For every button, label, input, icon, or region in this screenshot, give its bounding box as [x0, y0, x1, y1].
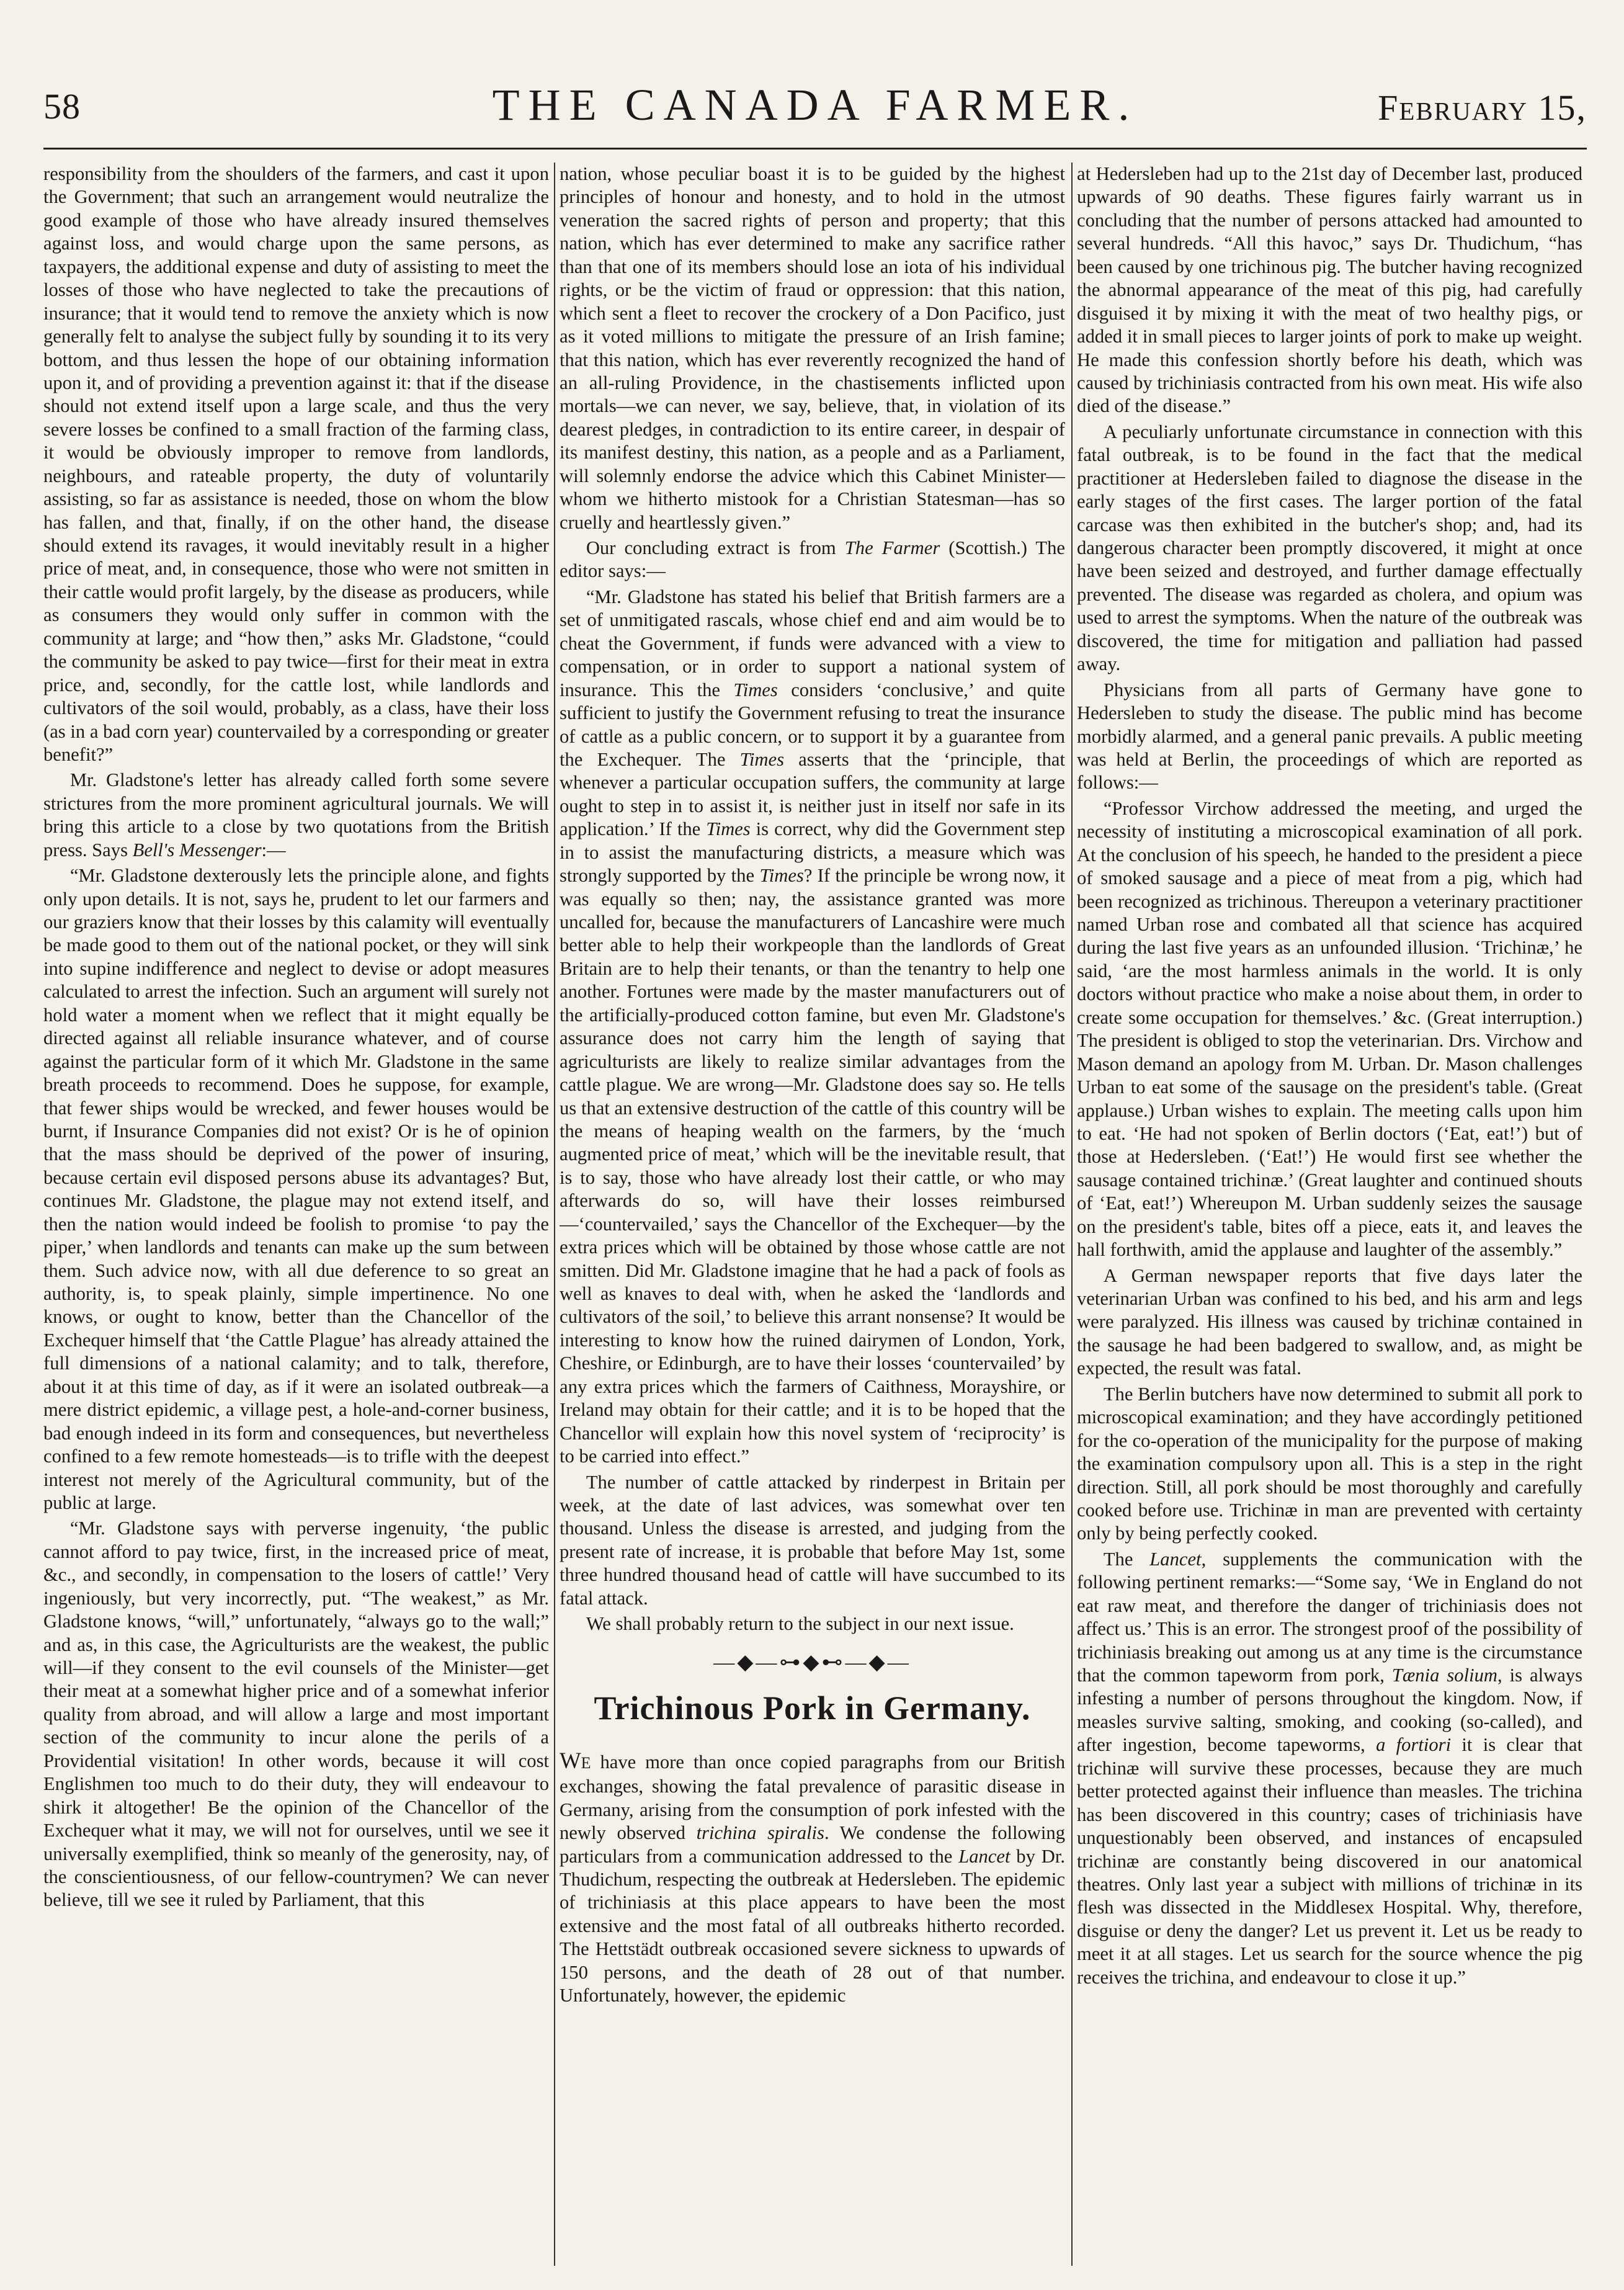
section-ornament: —◆—⊶◆⊷—◆—: [713, 1650, 911, 1674]
source-title: Lancet: [958, 1845, 1011, 1867]
source-title: Times: [739, 748, 784, 770]
quotation-paragraph: nation, whose peculiar boast it is to be guided by the highest principles of honour and honesty, and to hold in the utmost veneration the sacred rights of person and property; that this nation, which has ever determined to make any sacrifice rather than that one of its members should lose an iota of his individual rights, or be the victim of fraud or oppression: that this nation, which sent a fleet to recover the crockery of a Don Pacifico, just as it voted millions to mitigate the pressure of an Irish famine; that this nation, which has ever reverently recognized the hand of an all-ruling Providence, in the chastisements inflicted upon mortals—we can never, we say, believe, that, in violation of its dearest pledges, in contradiction to its entire career, in despair of its manifest destiny, this nation, as a people and as a Parliament, will solemnly endorse the advice which this Cabinet Minister—whom we hitherto mistook for a Christian Statesman—has so cruelly and heartlessly given.”: [560, 163, 1065, 533]
article-headline: Trichinous Pork in Germany.: [594, 1689, 1031, 1727]
paragraph: [1077, 1548, 1582, 1989]
paragraph: at Hedersleben had up to the 21st day of December last, produced upwards of 90 deaths. These figures fairly warrant us in concluding that the number of persons attacked had amounted to several hundreds. “All this havoc,” says Dr. Thudichum, “has been caused by one trichinous pig. The butcher having recognized the abnormal appearance of the meat of this pig, had carefully disguised it by mixing it with the meat of two healthy pigs, or added it in small pieces to larger joints of pork to make up weight. He made this confession shortly before his death, which was caused by trichiniasis contracted from his own meat. His wife also died of the disease.”: [1077, 163, 1582, 417]
paragraph: [560, 537, 1065, 583]
paragraph: responsibility from the shoulders of the farmers, and cast it upon the Government; that such an arrangement would neutralize the good example of those who have already insured themselves against loss, and would charge upon the same persons, as taxpayers, the additional expense and duty of assisting to meet the losses of those who have neglected to take the precautions of insurance; that it would tend to remove the anxiety which is now generally felt to analyse the subject fully by sounding it to its very bottom, and thus lessen the hope of our obtaining information upon it, and of providing a prevention against it: that if the disease should not extend itself upon a large scale, and thus the very severe losses be confined to a small fraction of the farming class, it would be obviously improper to remove from landlords, neighbours, and rateable property, the duty of voluntarily assisting, so far as assistance is needed, those on whom the blow has fallen, and that, finally, if on the other hand, the disease should extend its ravages, it would inevitably result in a higher price of meat, and, in consequence, those who were not smitten in their cattle would profit largely, by the disease as producers, while as consumers they would only suffer in common with the community at large; and “how then,” asks Mr. Gladstone, “could the community be asked to pay twice—first for their meat in extra price, and, secondly, for the cattle lost, while landlords and cultivators of the soil would, probably, as a class, have their loss (as in a bad corn year) countervailed by a corresponding or greater benefit?”: [43, 163, 549, 765]
column-2: [560, 163, 1065, 2266]
column-3: [1077, 163, 1582, 2266]
page-header: [43, 79, 1587, 135]
species-name: Tænia solium: [1391, 1665, 1497, 1686]
source-title: Bell's Messenger: [132, 839, 262, 861]
text-run: by Dr. Thudichum, respecting the outbreak at Hedersleben. The epidemic of trichiniasis at this place appears to have been the most extensive and the most fatal of all outbreaks hitherto recorded. The Hettstädt outbreak occasioned severe sickness to upwards of 150 persons, and the death of 28 out of that number. Unfortunately, however, the epidemic: [560, 1845, 1065, 2006]
paragraph: Physicians from all parts of Germany have gone to Hedersleben to study the disease. The public mind has become morbidly alarmed, and a general panic prevails. A public meeting was held at Berlin, the proceedings of which are reported as follows:—: [1077, 679, 1582, 794]
quotation-paragraph: “Mr. Gladstone says with perverse ingenuity, ‘the public cannot afford to pay twice, first, in the increased price of meat, &c., and secondly, in compensation to the losers of cattle!’ Very ingeniously, but very incorrectly, put. “The weakest,” as Mr. Gladstone knows, “will,” unfortunately, “always go to the wall;” and as, in this case, the Agriculturists are the weakest, the public will—if they consent to the evil counsels of the Minister—get their meat at a somewhat higher price and of a somewhat inferior quality from abroad, and will allow a large and most important section of the community to incur alone the perils of a Providential visitation! In other words, because it will cost Englishmen too much to do their duty, they will endeavour to shirk it altogether! Be the opinion of the Chancellor of the Exchequer what it may, we will not for ourselves, until we see it universally exemplified, think so meanly of the generosity, nay, of the conscientiousness, of our fellow-countrymen? We can never believe, till we see it ruled by Parliament, that this: [43, 1518, 549, 1911]
text-run: ? If the principle be wrong now, it was equally so then; nay, the assistance granted was more uncalled for, because the manufacturers of Lancashire were much better able to help their workpeople than the landlords of Great Britain are to help their tenants, or than the tenantry to help one another. Fortunes were made by the master manufacturers out of the artificially-produced cotton famine, but even Mr. Gladstone's assurance does not carry him the length of saying that agriculturists are likely to realize similar advantages from the cattle plague. We are wrong—Mr. Gladstone does say so. He tells us that an extensive destruction of the cattle of this country will be the means of heaping wealth on the farmers, by the ‘much augmented price of meat,’ which will be the inevitable result, that is to say, those who have already lost their cattle, or who may afterwards do so, will have their losses reimbursed—‘countervailed,’ says the Chancellor of the Exchequer—by the extra prices which will be obtained by those whose cattle are not smitten. Did Mr. Gladstone imagine that he had a pack of fools as well as knaves to deal with, when he asked the ‘landlords and cultivators of the soil,’ to believe this arrant nonsense? It would be interesting to know how the ruined dairymen of London, York, Cheshire, or Edinburgh, are to have their losses ‘countervailed’ by any extra prices which the farmers of Caithness, Morayshire, or Ireland may obtain for their cattle; and it is to be hoped that the Chancellor will explain how this novel system of ‘reciprocity’ is to be carried into effect.”: [560, 865, 1065, 1467]
text-run: Our concluding extract is from: [586, 537, 845, 558]
species-name: trichina spiralis: [696, 1822, 824, 1844]
text-run: Mr. Gladstone's letter has already called forth some severe strictures from the more prominent agricultural journals. We will bring this article to a close by two quotations from the British press. Says: [43, 769, 549, 861]
quotation-paragraph: “Professor Virchow addressed the meeting, and urged the necessity of instituting a microscopical examination of all pork. At the conclusion of his speech, he handed to the president a piece of smoked sausage and a piece of meat from a pig, which had been recognized as trichinous. Thereupon a veterinary practitioner named Urban rose and combated all that science has acquired during the last five years as an unfounded illusion. ‘Trichinæ,’ he said, ‘are the most harmless animals in the world. It is only doctors without practice who make a noise about them, in order to create some occupation for themselves.’ &c. (Great interruption.) The president is obliged to stop the veterinarian. Drs. Virchow and Mason demand an apology from M. Urban. Dr. Mason challenges Urban to eat some of the sausage on the president's table. (Great applause.) Urban wishes to explain. The meeting calls upon him to eat. ‘He had not spoken of Berlin doctors (‘Eat, eat!’) but of those at Hedersleben. (‘Eat!’) He would first see whether the sausage contained trichinæ.’ (Great laughter and continued shouts of ‘Eat, eat!’) Whereupon M. Urban suddenly seizes the sausage on the president's table, bites off a piece, eats it, and leaves the hall forthwith, amid the applause and laughter of the assembly.”: [1077, 797, 1582, 1261]
journal-title: THE CANADA FARMER.: [492, 80, 1138, 130]
text-run: , supplements the communication with the following pertinent remarks:—“Some say, ‘We in England do not eat raw meat, and therefore the danger of trichiniasis does not affect us.’ This is an error. The strongest proof of the possibility of trichiniasis breaking out among us at any time is the circumstance that the common tapeworm from pork,: [1077, 1548, 1582, 1686]
text-run: is correct, why did the Government step in to assist the manufacturing districts, a measure which was strongly supported by the: [560, 818, 1065, 887]
paragraph: A German newspaper reports that five days later the veterinarian Urban was confined to his bed, and his arm and legs were paralyzed. His illness was caused by trichinæ contained in the sausage he had been badgered to swallow, and, as might be expected, the result was fatal.: [1077, 1264, 1582, 1379]
source-title: Lancet: [1149, 1548, 1202, 1570]
source-title: Times: [706, 818, 751, 840]
paragraph: [43, 769, 549, 862]
source-title: Times: [733, 679, 778, 700]
text-run: “Mr. Gladstone has stated his belief that British farmers are a set of unmitigated rascals, whose chief end and aim would be to cheat the Government, if funds were advanced with a view to compensation, or in order to support a national system of insurance. This the: [560, 586, 1065, 700]
initial-word: We: [560, 1748, 591, 1774]
issue-date: February 15,: [1378, 87, 1587, 128]
text-run: , is always infesting a number of persons throughout the kingdom. Now, if measles survive salting, smoking, and cooking (so-called), and after ingestion, become tapeworms,: [1077, 1665, 1582, 1756]
header-rule: [43, 148, 1587, 150]
text-run: :—: [261, 839, 286, 861]
paragraph: We shall probably return to the subject in our next issue.: [586, 1613, 1014, 1635]
quotation-paragraph: [560, 586, 1065, 1469]
text-run: it is clear that trichinæ will survive these processes, because they are much better protected against their influence than measles. The trichina has been discovered in this country; cases of trichiniasis have unquestionably been observed, and instances of encapsuled trichinæ are constantly being discovered in our anatomical theatres. Only last year a subject with millions of trichinæ in its flesh was dissected in the Middlesex Hospital. Why, therefore, disguise or deny the danger? Let us prevent it. Let us be ready to meet it at all stages. Let us search for the source whence the pig receives the trichina, and endeavour to close it up.”: [1077, 1734, 1582, 1988]
paragraph: A peculiarly unfortunate circumstance in connection with this fatal outbreak, is to be found in the fact that the medical practitioner at Hedersleben failed to diagnose the disease in the early stages of the first cases. The larger portion of the fatal carcase was then exhibited in the butcher's shop; and, had its dangerous character been promptly discovered, it might at once have been seized and destroyed, and further damage effectually prevented. The disease was regarded as cholera, and opium was used to arrest the symptoms. When the nature of the outbreak was discovered, the time for mitigation and palliation had passed away.: [1077, 421, 1582, 675]
text-run: asserts that the ‘principle, that whenever a particular occupation suffers, the community at large ought to step in to assist it, is neither just in itself nor safe in its application.’ If the: [560, 748, 1065, 840]
column-1: [43, 163, 549, 2266]
text-run: . We condense the following particulars from a communication addressed to the: [560, 1822, 1065, 1867]
column-divider: [1071, 163, 1073, 2266]
source-title: The Farmer: [844, 537, 940, 558]
text-run: The: [1103, 1548, 1150, 1570]
page-number: 58: [43, 86, 81, 127]
text-run: (Scottish.) The editor says:—: [560, 537, 1065, 582]
paragraph: [560, 1747, 1065, 2007]
quotation-paragraph: “Mr. Gladstone dexterously lets the principle alone, and fights only upon details. It is not, says he, prudent to let our farmers and our graziers know that their losses by this calamity will eventually be made good to them out of the national pocket, or they will sink into supine indifference and neglect to devise or adopt measures calculated to arrest the infection. Such an argument will surely not hold water a moment when we reflect that it might equally be directed against all reliable insurance whatever, and of course against the particular form of it which Mr. Gladstone in the same breath proceeds to recommend. Does he suppose, for example, that fewer ships would be wrecked, and fewer houses would be burnt, if Insurance Companies did not exist? Or is he of opinion that the mass should be deprived of the power of insuring, because certain evil disposed persons abuse its advantages? But, continues Mr. Gladstone, the plague may not extend itself, and then the nation would indeed be foolish to promise ‘to pay the piper,’ when landlords and tenants can make up the sum between them. Such advice now, with all due deference to so great an authority, is, to speak plainly, simple impertinence. No one knows, or ought to know, better than the Chancellor of the Exchequer himself that ‘the Cattle Plague’ has already attained the full dimensions of a national calamity; and to talk, therefore, about it at this time of day, as if it were an isolated outbreak—a mere district epidemic, a village pest, a hole-and-corner business, bad enough indeed in its form and consequences, but nevertheless confined to a few remote homesteads—is to trifle with the deepest interest not merely of the Agricultural community, but of the public at large.: [43, 865, 549, 1513]
text-run: have more than once copied paragraphs from our British exchanges, showing the fatal prevalence of parasitic disease in Germany, arising from the consumption of pork infested with the newly observed: [560, 1751, 1065, 1844]
paragraph: The Berlin butchers have now determined to submit all pork to microscopical examination; and they have accordingly petitioned for the co-operation of the municipality for the purpose of making the examination compulsory upon all. This is a step in the right direction. Still, all pork should be most thoroughly and carefully cooked before use. Trichinæ in man are prevented with certainty only by being perfectly cooked.: [1077, 1383, 1582, 1544]
paragraph: The number of cattle attacked by rinderpest in Britain per week, at the date of last advices, was somewhat over ten thousand. Unless the disease is arrested, and judging from the present rate of increase, it is probable that before May 1st, some three hundred thousand head of cattle will have succumbed to its fatal attack.: [560, 1471, 1065, 1609]
source-title: Times: [759, 865, 804, 887]
text-run: considers ‘conclusive,’ and quite sufficient to justify the Government refusing to treat the insurance of cattle as a public concern, or to support it by a guarantee from the Exchequer. The: [560, 679, 1065, 770]
latin-phrase: a fortiori: [1376, 1734, 1452, 1756]
column-divider: [554, 163, 555, 2266]
